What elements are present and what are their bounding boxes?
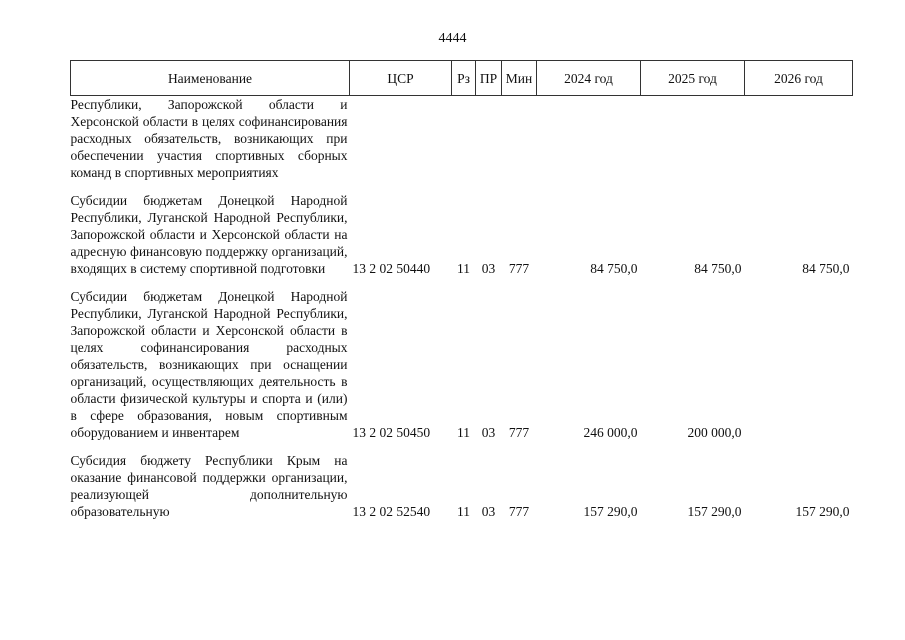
row-rz: 11: [457, 425, 470, 440]
page-number: 4444: [438, 31, 467, 46]
row-name: Республики, Запорожской области и Херсонской области в целях софинансирования расходных обязательств, возникающих при обеспечении участия спортивных сборных команд в спортивных мероприятиях: [70, 97, 348, 180]
row-csr: 13 2 02 50440: [352, 261, 431, 276]
row-pr: 03: [481, 261, 496, 276]
row-amount-2026: 157 290,0: [795, 504, 850, 519]
row-name: Субсидии бюджетам Донецкой Народной Республики, Луганской Народной Республики, Запорожской области и Херсонской области в целях софинансирования расходных обязательств, возникающих при оснащении организаций, осуществляющих деятельность в области физической культуры и спорта и (или) в сфере образования, новым спортивным оборудованием и инвентарем: [70, 289, 348, 440]
table-header-row: [71, 61, 853, 96]
row-pr: 03: [481, 504, 496, 519]
row-amount-2026: [745, 288, 853, 441]
header-csr: ЦСР: [350, 61, 452, 96]
table-row: [71, 288, 853, 441]
header-2024: 2024 год: [537, 61, 641, 96]
row-rz: [452, 96, 476, 182]
table-row: [71, 96, 853, 182]
row-min: 777: [508, 504, 530, 519]
row-amount-2024: 246 000,0: [583, 425, 638, 440]
row-spacer: [71, 441, 853, 452]
row-amount-2024: 157 290,0: [583, 504, 638, 519]
table-row: [71, 452, 853, 520]
row-pr: [476, 96, 502, 182]
header-rz: Рз: [452, 61, 476, 96]
row-amount-2026: [745, 96, 853, 182]
row-rz: 11: [457, 504, 470, 519]
row-amount-2024: [537, 96, 641, 182]
row-amount-2025: 84 750,0: [694, 261, 742, 276]
row-amount-2025: [641, 96, 745, 182]
row-min: 777: [508, 425, 530, 440]
row-spacer: [71, 277, 853, 288]
row-rz: 11: [457, 261, 470, 276]
row-min: 777: [508, 261, 530, 276]
row-amount-2024: 84 750,0: [590, 261, 638, 276]
row-amount-2026: 84 750,0: [802, 261, 850, 276]
row-csr: [350, 96, 452, 182]
row-name: Субсидия бюджету Республики Крым на оказание финансовой поддержки организации, реализующей дополнительную образовательную: [70, 453, 348, 519]
row-name: Субсидии бюджетам Донецкой Народной Республики, Луганской Народной Республики, Запорожской области и Херсонской области на адресную финансовую поддержку организаций, входящих в систему спортивной подготовки: [70, 193, 348, 276]
row-csr: 13 2 02 50450: [352, 425, 431, 440]
table-row: [71, 192, 853, 277]
row-amount-2025: 157 290,0: [687, 504, 742, 519]
header-2026: 2026 год: [745, 61, 853, 96]
row-pr: 03: [481, 425, 496, 440]
row-csr: 13 2 02 52540: [352, 504, 431, 519]
header-pr: ПР: [476, 61, 502, 96]
header-2025: 2025 год: [641, 61, 745, 96]
row-amount-2025: 200 000,0: [687, 425, 742, 440]
row-spacer: [71, 181, 853, 192]
header-name: Наименование: [71, 61, 350, 96]
header-min: Мин: [502, 61, 537, 96]
row-min: [502, 96, 537, 182]
budget-table: [70, 60, 853, 520]
